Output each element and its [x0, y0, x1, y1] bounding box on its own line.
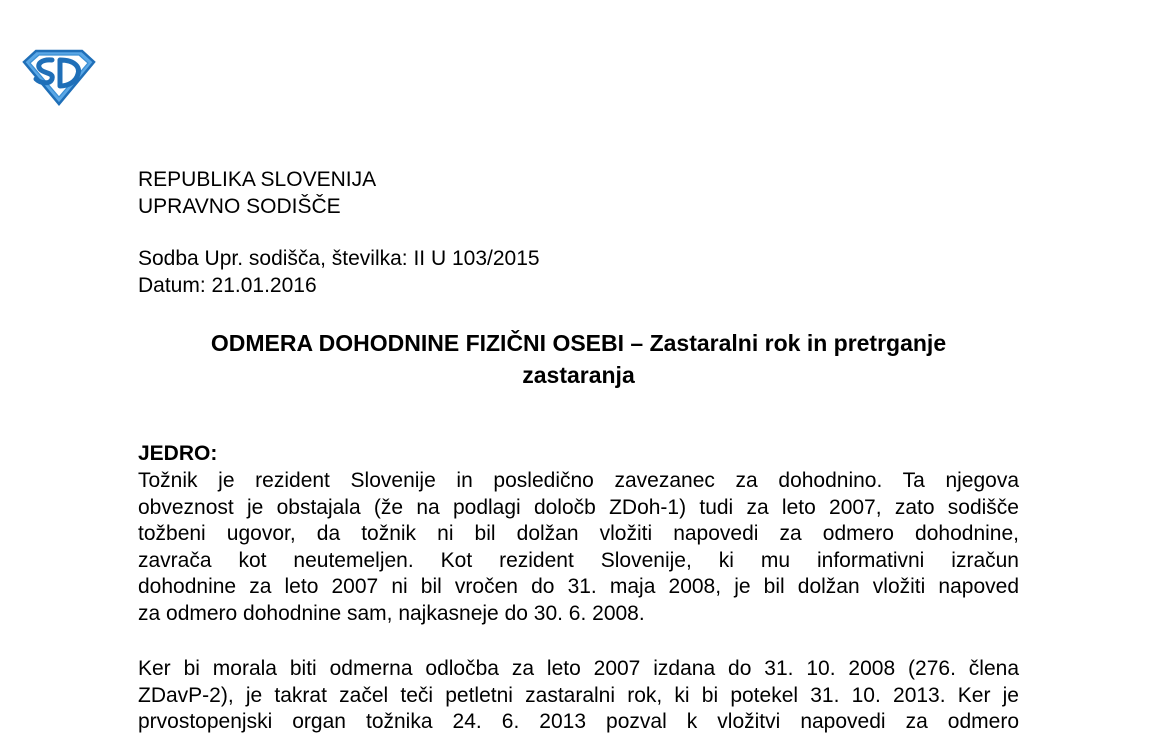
court-header — [138, 166, 376, 220]
text-line: tožbeni ugovor, da tožnik ni bil dolžan vložiti napovedi za odmero dohodnine, — [138, 522, 1019, 545]
court-logo-icon — [22, 48, 96, 106]
court-name: UPRAVNO SODIŠČE — [138, 195, 341, 218]
section-heading: JEDRO: — [138, 442, 218, 465]
document-title — [138, 327, 1019, 391]
country-name: REPUBLIKA SLOVENIJA — [138, 168, 377, 191]
text-line: prvostopenjski organ tožnika 24. 6. 2013 pozval k vložitvi napovedi za odmero — [138, 710, 1019, 733]
text-line: obveznost je obstajala (že na podlagi določb ZDoh-1) tudi za leto 2007, zato sodišče — [138, 495, 1019, 519]
case-reference — [138, 245, 540, 299]
text-line: zavrača kot neutemeljen. Kot rezident Slovenije, ki mu informativni izračun — [138, 548, 1019, 572]
text-line: za odmero dohodnine sam, najkasneje do 30. 6. 2008. — [138, 601, 645, 625]
case-date: Datum: 21.01.2016 — [138, 274, 317, 297]
text-line: dohodnine za leto 2007 ni bil vročen do 31. maja 2008, je bil dolžan vložiti napoved — [138, 575, 1019, 598]
summary-paragraph-1 — [138, 468, 1019, 627]
summary-paragraph-2 — [138, 656, 1019, 736]
text-line: Ker bi morala biti odmerna odločba za leto 2007 izdana do 31. 10. 2008 (276. člena — [138, 657, 1019, 680]
title-line-1: ODMERA DOHODNINE FIZIČNI OSEBI – Zastaralni rok in pretrganje — [210, 330, 947, 356]
text-line: Tožnik je rezident Slovenije in posledično zavezanec za dohodnino. Ta njegova — [138, 469, 1019, 492]
title-line-2: zastaranja — [522, 362, 635, 388]
text-line: ZDavP-2), je takrat začel teči petletni zastaralni rok, ki bi potekel 31. 10. 2013. Ker je — [138, 683, 1019, 707]
case-number: Sodba Upr. sodišča, številka: II U 103/2015 — [138, 247, 540, 270]
